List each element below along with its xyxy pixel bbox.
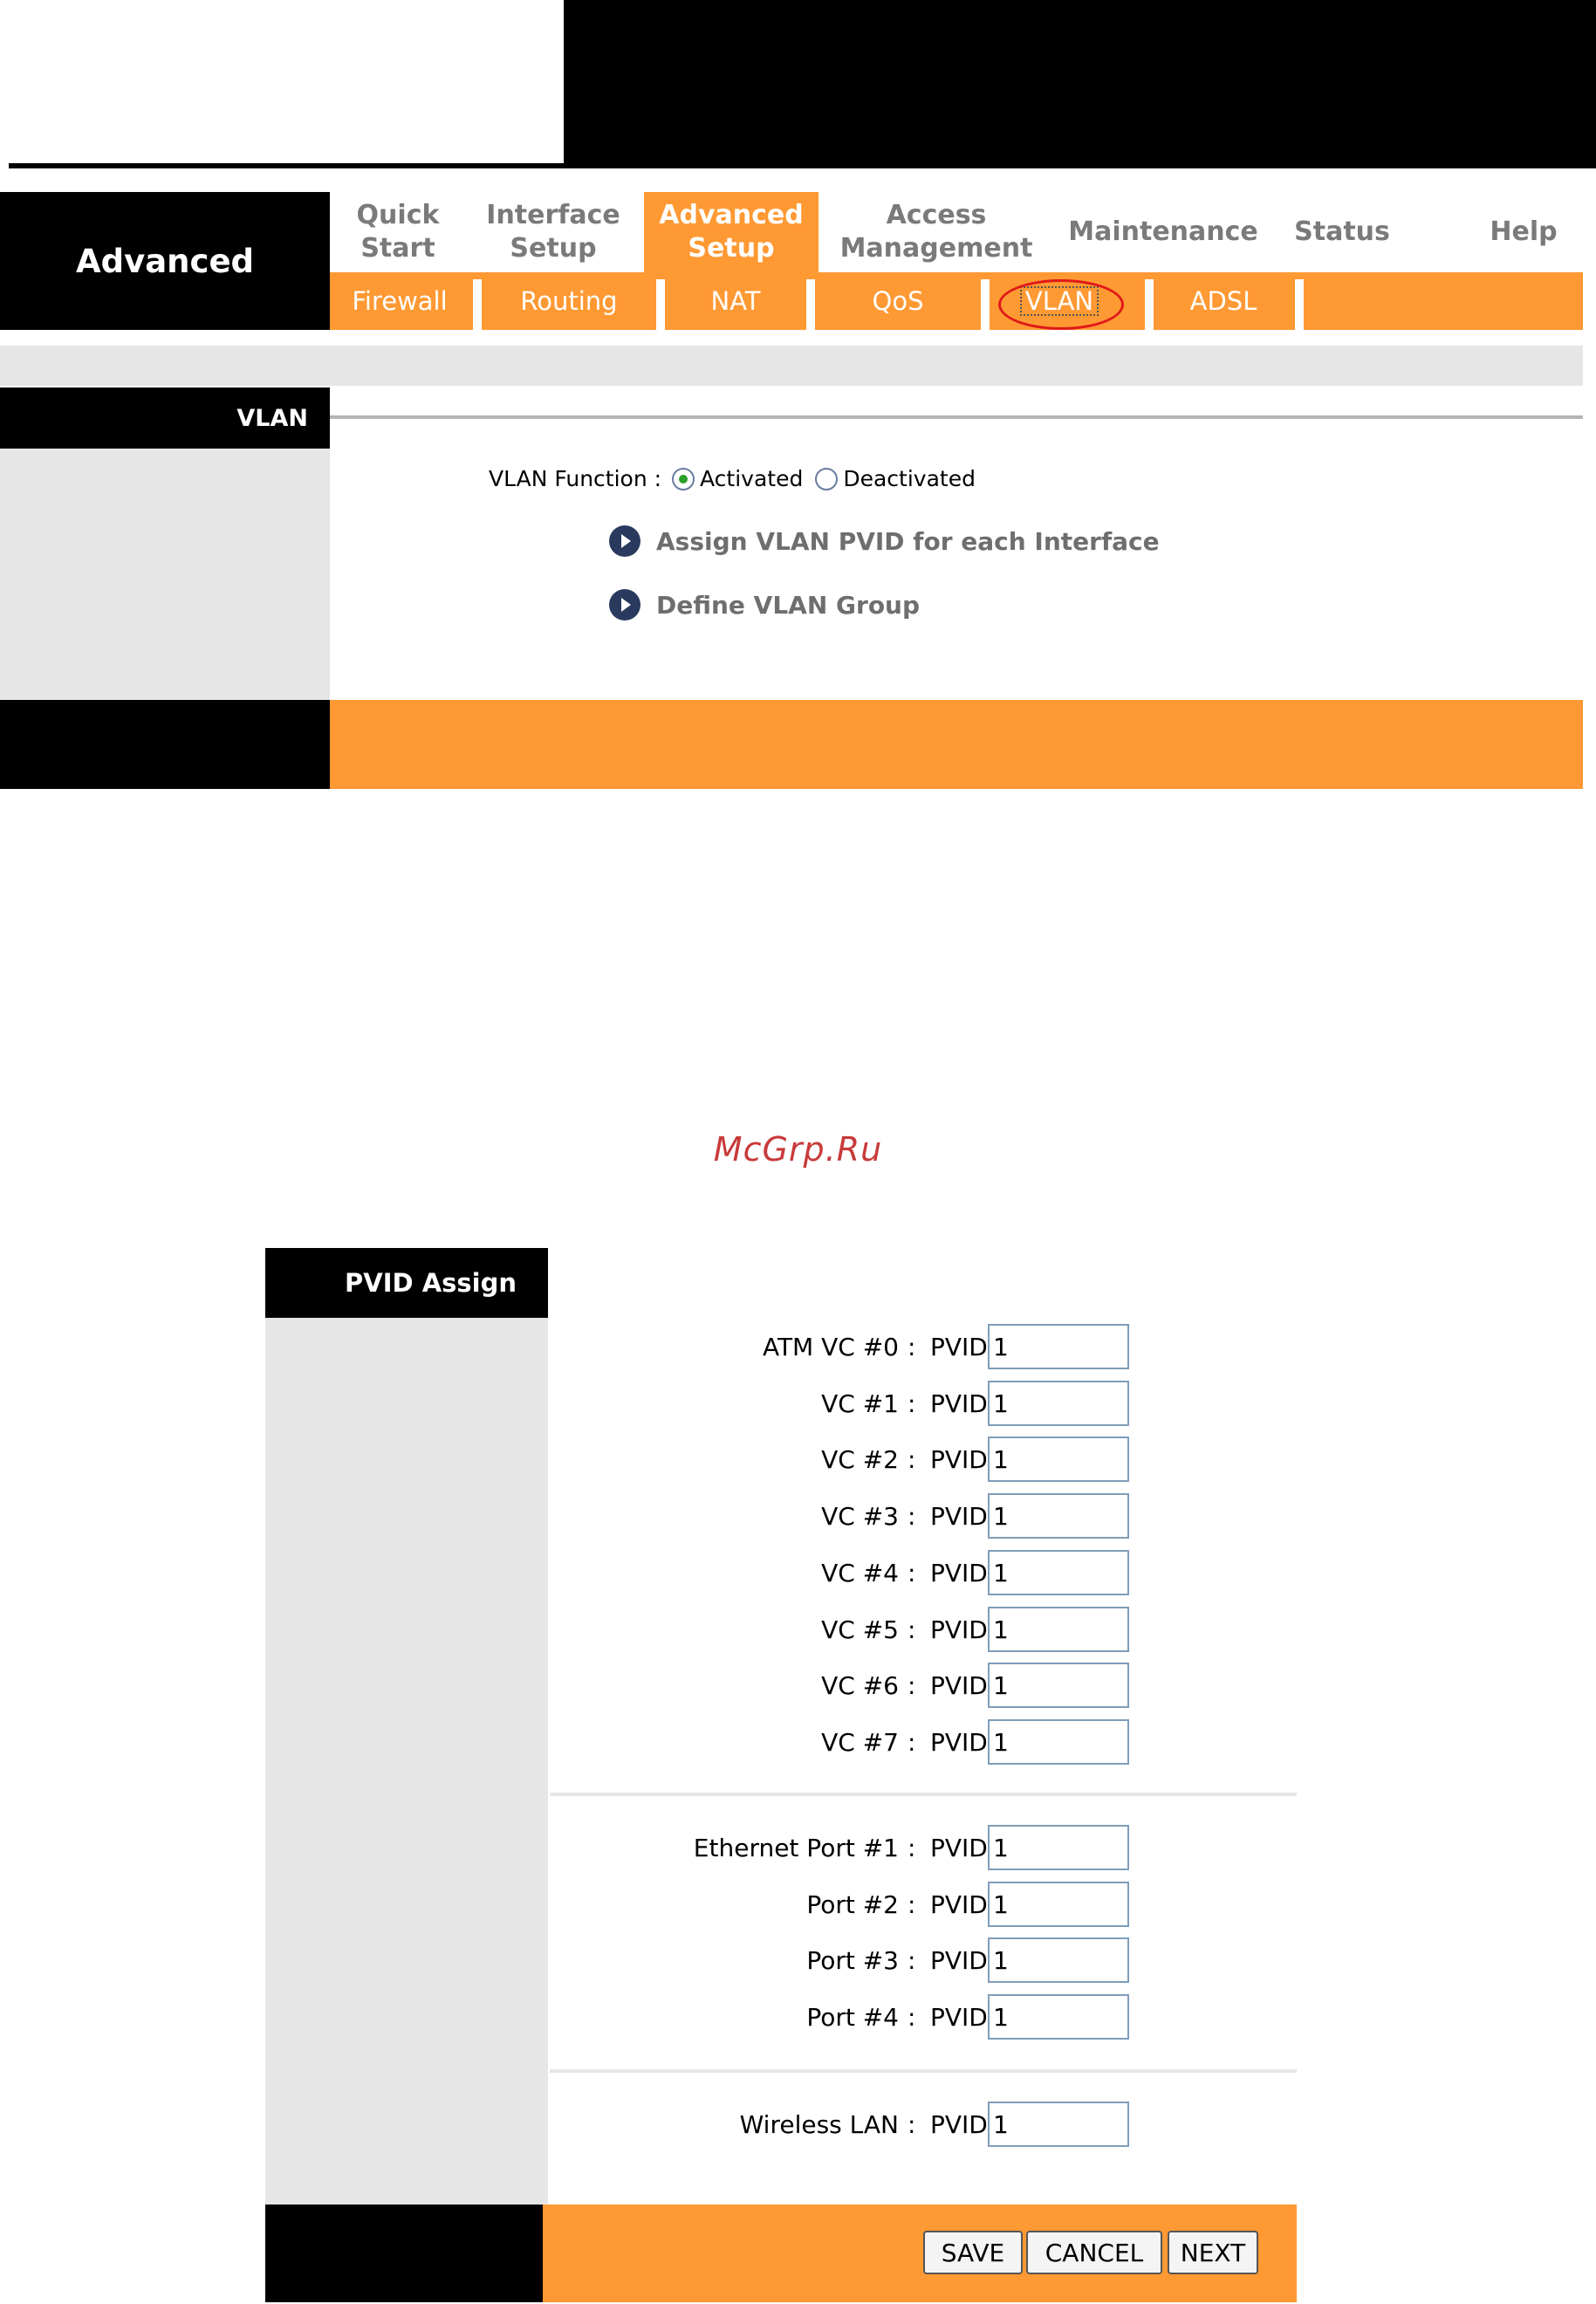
arrow-circle-icon — [609, 525, 640, 557]
subtab-separator — [1295, 279, 1304, 330]
pvid-input[interactable] — [988, 1663, 1129, 1708]
vlan-function-label: VLAN Function : — [489, 466, 662, 491]
pvid-label: PVID — [930, 2002, 988, 2032]
group-divider — [550, 1793, 1297, 1796]
pvid-section-header: PVID Assign — [265, 1248, 548, 1318]
tab-label-line2: Management — [839, 233, 1033, 264]
tab-label-line1: Advanced — [659, 200, 804, 230]
define-vlan-group-link[interactable] — [609, 589, 920, 621]
pvid-row-colon: : — [908, 1615, 916, 1644]
cancel-button[interactable]: CANCEL — [1026, 2231, 1162, 2274]
pvid-row-label: VC #6 — [821, 1670, 899, 1700]
pvid-row — [550, 1381, 1161, 1426]
tab-interface-setup[interactable] — [466, 192, 640, 272]
pvid-row — [550, 1550, 1161, 1595]
subtab-firewall[interactable]: Firewall — [352, 286, 448, 316]
pvid-row-label: VC #2 — [821, 1444, 899, 1474]
pvid-input[interactable] — [988, 1607, 1129, 1652]
pvid-row-colon: : — [908, 1670, 916, 1700]
subtab-qos[interactable]: QoS — [872, 286, 924, 316]
pvid-row-colon: : — [908, 2002, 916, 2032]
tab-access-management[interactable] — [819, 192, 1054, 272]
pvid-row-colon: : — [908, 1332, 916, 1361]
pvid-row — [550, 1719, 1161, 1765]
tab-status[interactable] — [1272, 192, 1412, 272]
pvid-label: PVID — [930, 1501, 988, 1531]
tab-label-line1: Help — [1490, 216, 1558, 247]
pvid-row — [550, 1493, 1161, 1539]
pvid-row-colon: : — [908, 1945, 916, 1975]
pvid-input[interactable] — [988, 2102, 1129, 2147]
pvid-label: PVID — [930, 1389, 988, 1418]
pvid-row-label: Ethernet Port #1 — [693, 1833, 899, 1862]
pvid-row-label: ATM VC #0 — [762, 1332, 899, 1361]
pvid-row-colon: : — [908, 1501, 916, 1531]
highlight-circle — [998, 279, 1124, 330]
pvid-row-label: Port #4 — [806, 2002, 899, 2032]
save-button[interactable]: SAVE — [923, 2231, 1023, 2274]
group-divider — [550, 2069, 1297, 2073]
vlan-function-options — [672, 466, 976, 491]
pvid-label: PVID — [930, 2109, 988, 2139]
pvid-row-colon: : — [908, 1727, 916, 1757]
pvid-row-label: VC #1 — [821, 1389, 899, 1418]
tab-label-line1: Status — [1294, 216, 1390, 247]
pvid-row-colon: : — [908, 1444, 916, 1474]
pvid-label: PVID — [930, 1332, 988, 1361]
tab-label-line1: Access — [886, 200, 987, 230]
subtab-separator — [806, 279, 815, 330]
pvid-input[interactable] — [988, 1882, 1129, 1927]
pvid-row-label: VC #4 — [821, 1558, 899, 1587]
define-vlan-group-link-label: Define VLAN Group — [656, 590, 921, 620]
pvid-label: PVID — [930, 1444, 988, 1474]
pvid-row — [550, 1937, 1161, 1983]
pvid-input[interactable] — [988, 1937, 1129, 1983]
pvid-row-colon: : — [908, 1833, 916, 1862]
spacer-bar — [0, 346, 1583, 386]
tab-label-line2: Start — [360, 233, 435, 264]
pvid-input[interactable] — [988, 1493, 1129, 1539]
subtab-separator — [1145, 279, 1154, 330]
pvid-label: PVID — [930, 1558, 988, 1587]
pvid-input[interactable] — [988, 1719, 1129, 1765]
subtab-vlan-label: VLAN — [1020, 286, 1099, 316]
radio-activated[interactable] — [672, 468, 695, 490]
tab-maintenance[interactable] — [1054, 192, 1272, 272]
pvid-input[interactable] — [988, 1381, 1129, 1426]
subtab-adsl[interactable]: ADSL — [1189, 286, 1257, 316]
pvid-row-label: Wireless LAN — [739, 2109, 899, 2139]
main-nav — [330, 192, 1583, 272]
pvid-row — [550, 1994, 1161, 2040]
page-header-bar — [564, 0, 1596, 168]
tab-label-line1: Interface — [486, 200, 620, 230]
footer-bar — [330, 700, 1583, 789]
assign-pvid-link[interactable] — [609, 525, 1160, 557]
assign-pvid-link-label: Assign VLAN PVID for each Interface — [656, 526, 1160, 556]
pvid-label: PVID — [930, 1833, 988, 1862]
pvid-footer-left — [265, 2205, 543, 2302]
arrow-circle-icon — [609, 589, 640, 621]
pvid-row-colon: : — [908, 1889, 916, 1919]
tab-label-line1: Quick — [356, 200, 440, 230]
pvid-row-label: VC #7 — [821, 1727, 899, 1757]
pvid-row — [550, 1663, 1161, 1708]
pvid-input[interactable] — [988, 1437, 1129, 1482]
pvid-left-panel — [265, 1318, 548, 2205]
pvid-row-colon: : — [908, 1389, 916, 1418]
pvid-row — [550, 1607, 1161, 1652]
vlan-section-header: VLAN — [0, 387, 330, 449]
pvid-row-label: VC #5 — [821, 1615, 899, 1644]
tab-label-line2: Setup — [688, 233, 775, 264]
pvid-input[interactable] — [988, 1994, 1129, 2040]
tab-advanced-setup[interactable] — [644, 192, 819, 272]
pvid-row — [550, 1437, 1161, 1482]
left-panel — [0, 449, 330, 700]
section-title: Advanced — [0, 192, 330, 330]
pvid-input[interactable] — [988, 1324, 1129, 1369]
pvid-label: PVID — [930, 1670, 988, 1700]
watermark: McGrp.Ru — [713, 1130, 883, 1169]
radio-deactivated-label: Deactivated — [843, 466, 976, 491]
tab-help[interactable] — [1464, 192, 1583, 272]
pvid-label: PVID — [930, 1727, 988, 1757]
radio-activated-label: Activated — [700, 466, 804, 491]
section-rule — [330, 415, 1583, 419]
pvid-row — [550, 1825, 1161, 1870]
tab-label-line2: Setup — [510, 233, 597, 264]
subtab-separator — [656, 279, 665, 330]
subtab-separator — [981, 279, 990, 330]
tab-label-line1: Maintenance — [1068, 216, 1258, 247]
pvid-input[interactable] — [988, 1825, 1129, 1870]
next-button[interactable]: NEXT — [1168, 2231, 1258, 2274]
pvid-row — [550, 1324, 1161, 1369]
pvid-row-label: VC #3 — [821, 1501, 899, 1531]
sub-nav — [330, 272, 1583, 330]
pvid-row — [550, 2102, 1161, 2147]
pvid-input[interactable] — [988, 1550, 1129, 1595]
pvid-row — [550, 1882, 1161, 1927]
page-header-rule — [9, 163, 564, 168]
pvid-label: PVID — [930, 1945, 988, 1975]
pvid-row-label: Port #3 — [806, 1945, 899, 1975]
subtab-nat[interactable]: NAT — [710, 286, 761, 316]
pvid-label: PVID — [930, 1889, 988, 1919]
pvid-row-colon: : — [908, 1558, 916, 1587]
radio-deactivated[interactable] — [815, 468, 838, 490]
pvid-row-label: Port #2 — [806, 1889, 899, 1919]
footer-left — [0, 700, 330, 789]
subtab-routing[interactable]: Routing — [520, 286, 618, 316]
pvid-row-colon: : — [908, 2109, 916, 2139]
subtab-separator — [473, 279, 482, 330]
tab-quick-start[interactable] — [330, 192, 466, 272]
pvid-label: PVID — [930, 1615, 988, 1644]
